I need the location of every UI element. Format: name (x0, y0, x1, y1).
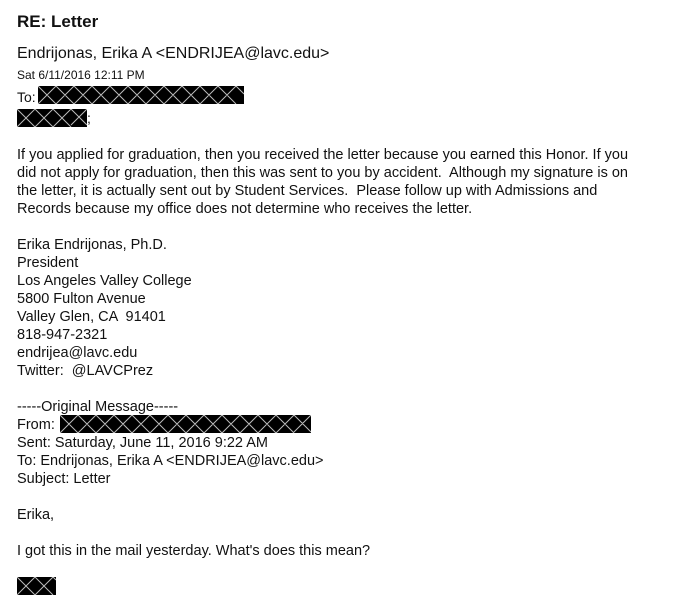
to-label: To: (17, 89, 36, 105)
signature-phone: 818-947-2321 (17, 327, 108, 343)
signature-twitter: Twitter: @LAVCPrez (17, 363, 154, 379)
signature-name: Erika Endrijonas, Ph.D. (17, 237, 167, 253)
original-subject: Subject: Letter (17, 471, 111, 487)
signature-title: President (17, 255, 79, 271)
reply-paragraph (17, 146, 677, 218)
paragraph-line: the letter, it is actually sent out by Student Services. Please follow up with Admissions and (17, 183, 598, 199)
paragraph-line: Records because my office does not determine who receives the letter. (17, 201, 473, 217)
email-date: Sat 6/11/2016 12:11 PM (17, 68, 145, 82)
original-from-label: From: (17, 417, 55, 433)
original-divider: -----Original Message----- (17, 399, 179, 415)
signature-address: 5800 Fulton Avenue (17, 291, 146, 307)
signature-block (17, 236, 677, 380)
email-sender[interactable]: Endrijonas, Erika A <ENDRIJEA@lavc.edu> (17, 45, 330, 62)
signature-email[interactable]: endrijea@lavc.edu (17, 345, 138, 361)
redacted-from (60, 415, 311, 433)
signature-city: Valley Glen, CA 91401 (17, 309, 166, 325)
redacted-recipient (38, 86, 244, 104)
original-message-text: I got this in the mail yesterday. What's does this mean? (17, 543, 371, 559)
signature-org: Los Angeles Valley College (17, 273, 192, 289)
original-to: To: Endrijonas, Erika A <ENDRIJEA@lavc.edu> (17, 453, 324, 469)
email-subject: RE: Letter (17, 12, 99, 31)
paragraph-line: did not apply for graduation, then this was sent to you by accident. Although my signature is on (17, 165, 628, 181)
redacted-cc (17, 109, 87, 127)
redacted-sender-name (17, 577, 56, 595)
original-greeting: Erika, (17, 507, 55, 523)
cc-separator: ; (87, 110, 91, 126)
original-sent: Sent: Saturday, June 11, 2016 9:22 AM (17, 435, 268, 451)
paragraph-line: If you applied for graduation, then you received the letter because you earned this Honor. If you (17, 147, 629, 163)
